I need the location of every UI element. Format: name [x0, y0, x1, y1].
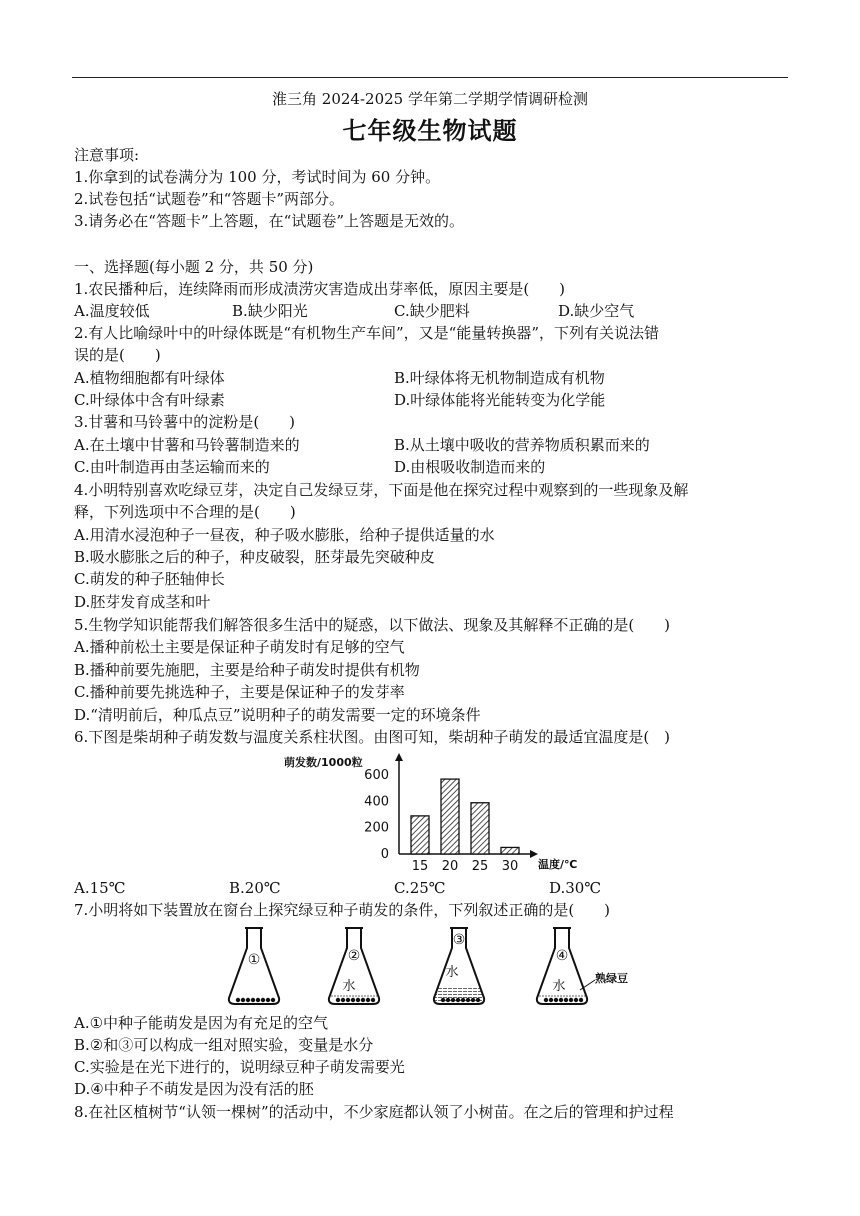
- q4-option-c[interactable]: C.萌发的种子胚轴伸长: [74, 570, 225, 588]
- note-item: 3.请务必在“答题卡”上答题，在“试题卷”上答题是无效的。: [74, 212, 464, 230]
- question-2-stem-cont: 误的是( ): [74, 346, 161, 364]
- bar-30: [501, 847, 519, 854]
- question-6-stem: 6.下图是柴胡种子萌发数与温度关系柱状图。由图可知，柴胡种子萌发的最适宜温度是( ): [74, 728, 671, 746]
- section-heading: 一、选择题(每小题 2 分，共 50 分): [74, 258, 314, 276]
- q2-option-a[interactable]: A.植物细胞都有叶绿体: [74, 369, 225, 387]
- q6-option-d[interactable]: D.30℃: [549, 879, 602, 897]
- x-tick-label: 25: [471, 859, 489, 874]
- x-axis-arrow: [530, 850, 538, 858]
- exam-subtitle: 淮三角 2024-2025 学年第二学期学情调研检测: [272, 90, 588, 108]
- seed-row: [236, 998, 275, 1002]
- header-rule: [72, 77, 788, 78]
- y-tick-label: 400: [364, 794, 389, 810]
- q7-option-a[interactable]: A.①中种子能萌发是因为有充足的空气: [74, 1014, 329, 1032]
- question-7-stem: 7.小明将如下装置放在窗台上探究绿豆种子萌发的条件，下列叙述正确的是( ): [74, 901, 611, 919]
- bar-20: [441, 779, 459, 854]
- q1-option-d[interactable]: D.缺少空气: [558, 302, 635, 320]
- cooked-mung-bean-label: 熟绿豆: [595, 972, 628, 985]
- flask-2-label: ②: [347, 948, 361, 964]
- q6-option-a[interactable]: A.15℃: [74, 879, 126, 897]
- q1-option-a[interactable]: A.温度较低: [74, 302, 150, 320]
- flask-2-water-label: 水: [342, 979, 356, 994]
- note-item: 1.你拿到的试卷满分为 100 分，考试时间为 60 分钟。: [74, 168, 441, 186]
- chart-ylabel: 萌发数/1000粒: [284, 756, 363, 769]
- y-tick-label: 600: [364, 768, 389, 784]
- q4-option-d[interactable]: D.胚芽发育成茎和叶: [74, 593, 211, 611]
- x-tick-label: 30: [501, 859, 519, 874]
- question-1-stem: 1.农民播种后，连续降雨而形成渍涝灾害造成出芽率低，原因主要是( ): [74, 280, 566, 298]
- note-item: 2.试卷包括“试题卷”和“答题卡”两部分。: [74, 190, 344, 208]
- bar-25: [471, 803, 489, 854]
- x-tick-label: 20: [441, 859, 459, 874]
- q7-option-d[interactable]: D.④中种子不萌发是因为没有活的胚: [74, 1080, 314, 1098]
- notes-heading: 注意事项:: [74, 146, 140, 164]
- flask-1: [229, 928, 279, 1004]
- flask-3-label: ③: [452, 932, 466, 948]
- q7-option-c[interactable]: C.实验是在光下进行的，说明绿豆种子萌发需要光: [74, 1058, 405, 1076]
- q3-option-c[interactable]: C.由叶制造再由茎运输而来的: [74, 458, 270, 476]
- flask-1-label: ①: [247, 952, 261, 968]
- question-4-stem-cont: 释，下列选项中不合理的是( ): [74, 503, 296, 521]
- q4-option-a[interactable]: A.用清水浸泡种子一昼夜，种子吸水膨胀，给种子提供适量的水: [74, 526, 495, 544]
- q6-option-b[interactable]: B.20℃: [229, 879, 281, 897]
- q5-option-a[interactable]: A.播种前松土主要是保证种子萌发时有足够的空气: [74, 638, 405, 656]
- seed-row: [336, 998, 375, 1002]
- q2-option-d[interactable]: D.叶绿体能将光能转变为化学能: [394, 391, 606, 409]
- y-axis-arrow: [395, 753, 403, 761]
- q7-option-b[interactable]: B.②和③可以构成一组对照实验，变量是水分: [74, 1036, 374, 1054]
- question-8-stem: 8.在社区植树节“认领一棵树”的活动中，不少家庭都认领了小树苗。在之后的管理和护过程: [74, 1103, 674, 1121]
- q4-option-b[interactable]: B.吸水膨胀之后的种子，种皮破裂，胚芽最先突破种皮: [74, 548, 435, 566]
- flask-apparatus-figure: [225, 924, 645, 1010]
- q1-option-c[interactable]: C.缺少肥料: [394, 302, 470, 320]
- question-5-stem: 5.生物学知识能帮我们解答很多生活中的疑惑，以下做法、现象及其解释不正确的是( ): [74, 616, 671, 634]
- germination-bar-chart: [270, 750, 600, 876]
- flask-4-label: ④: [555, 948, 569, 964]
- q2-option-c[interactable]: C.叶绿体中含有叶绿素: [74, 391, 225, 409]
- q6-option-c[interactable]: C.25℃: [394, 879, 446, 897]
- q3-option-b[interactable]: B.从土壤中吸收的营养物质积累而来的: [394, 436, 650, 454]
- y-tick-label: 200: [364, 820, 389, 836]
- x-tick-label: 15: [411, 859, 429, 874]
- question-4-stem: 4.小明特别喜欢吃绿豆芽，决定自己发绿豆芽，下面是他在探究过程中观察到的一些现象及解: [74, 481, 689, 499]
- q5-option-d[interactable]: D.“清明前后，种瓜点豆”说明种子的萌发需要一定的环境条件: [74, 706, 481, 724]
- question-2-stem: 2.有人比喻绿叶中的叶绿体既是“有机物生产车间”，又是“能量转换器”，下列有关说法错: [74, 324, 659, 342]
- y-tick-label: 0: [380, 847, 389, 862]
- q1-option-b[interactable]: B.缺少阳光: [232, 302, 308, 320]
- q3-option-d[interactable]: D.由根吸收制造而来的: [394, 458, 546, 476]
- q5-option-c[interactable]: C.播种前要先挑选种子，主要是保证种子的发芽率: [74, 683, 405, 701]
- flask-3: [434, 928, 484, 1004]
- q3-option-a[interactable]: A.在土壤中甘薯和马铃薯制造来的: [74, 436, 300, 454]
- seed-row: [544, 998, 583, 1002]
- q2-option-b[interactable]: B.叶绿体将无机物制造成有机物: [394, 369, 605, 387]
- question-3-stem: 3.甘薯和马铃薯中的淀粉是( ): [74, 413, 296, 431]
- flask-3-water-label: 水: [445, 965, 459, 980]
- q5-option-b[interactable]: B.播种前要先施肥，主要是给种子萌发时提供有机物: [74, 661, 420, 679]
- exam-title: 七年级生物试题: [342, 117, 518, 145]
- bar-15: [411, 816, 429, 854]
- chart-xlabel: 温度/℃: [538, 858, 578, 871]
- flask-4-water-label: 水: [552, 979, 566, 994]
- flask-2: [329, 928, 379, 1004]
- flask-4: [537, 928, 628, 1004]
